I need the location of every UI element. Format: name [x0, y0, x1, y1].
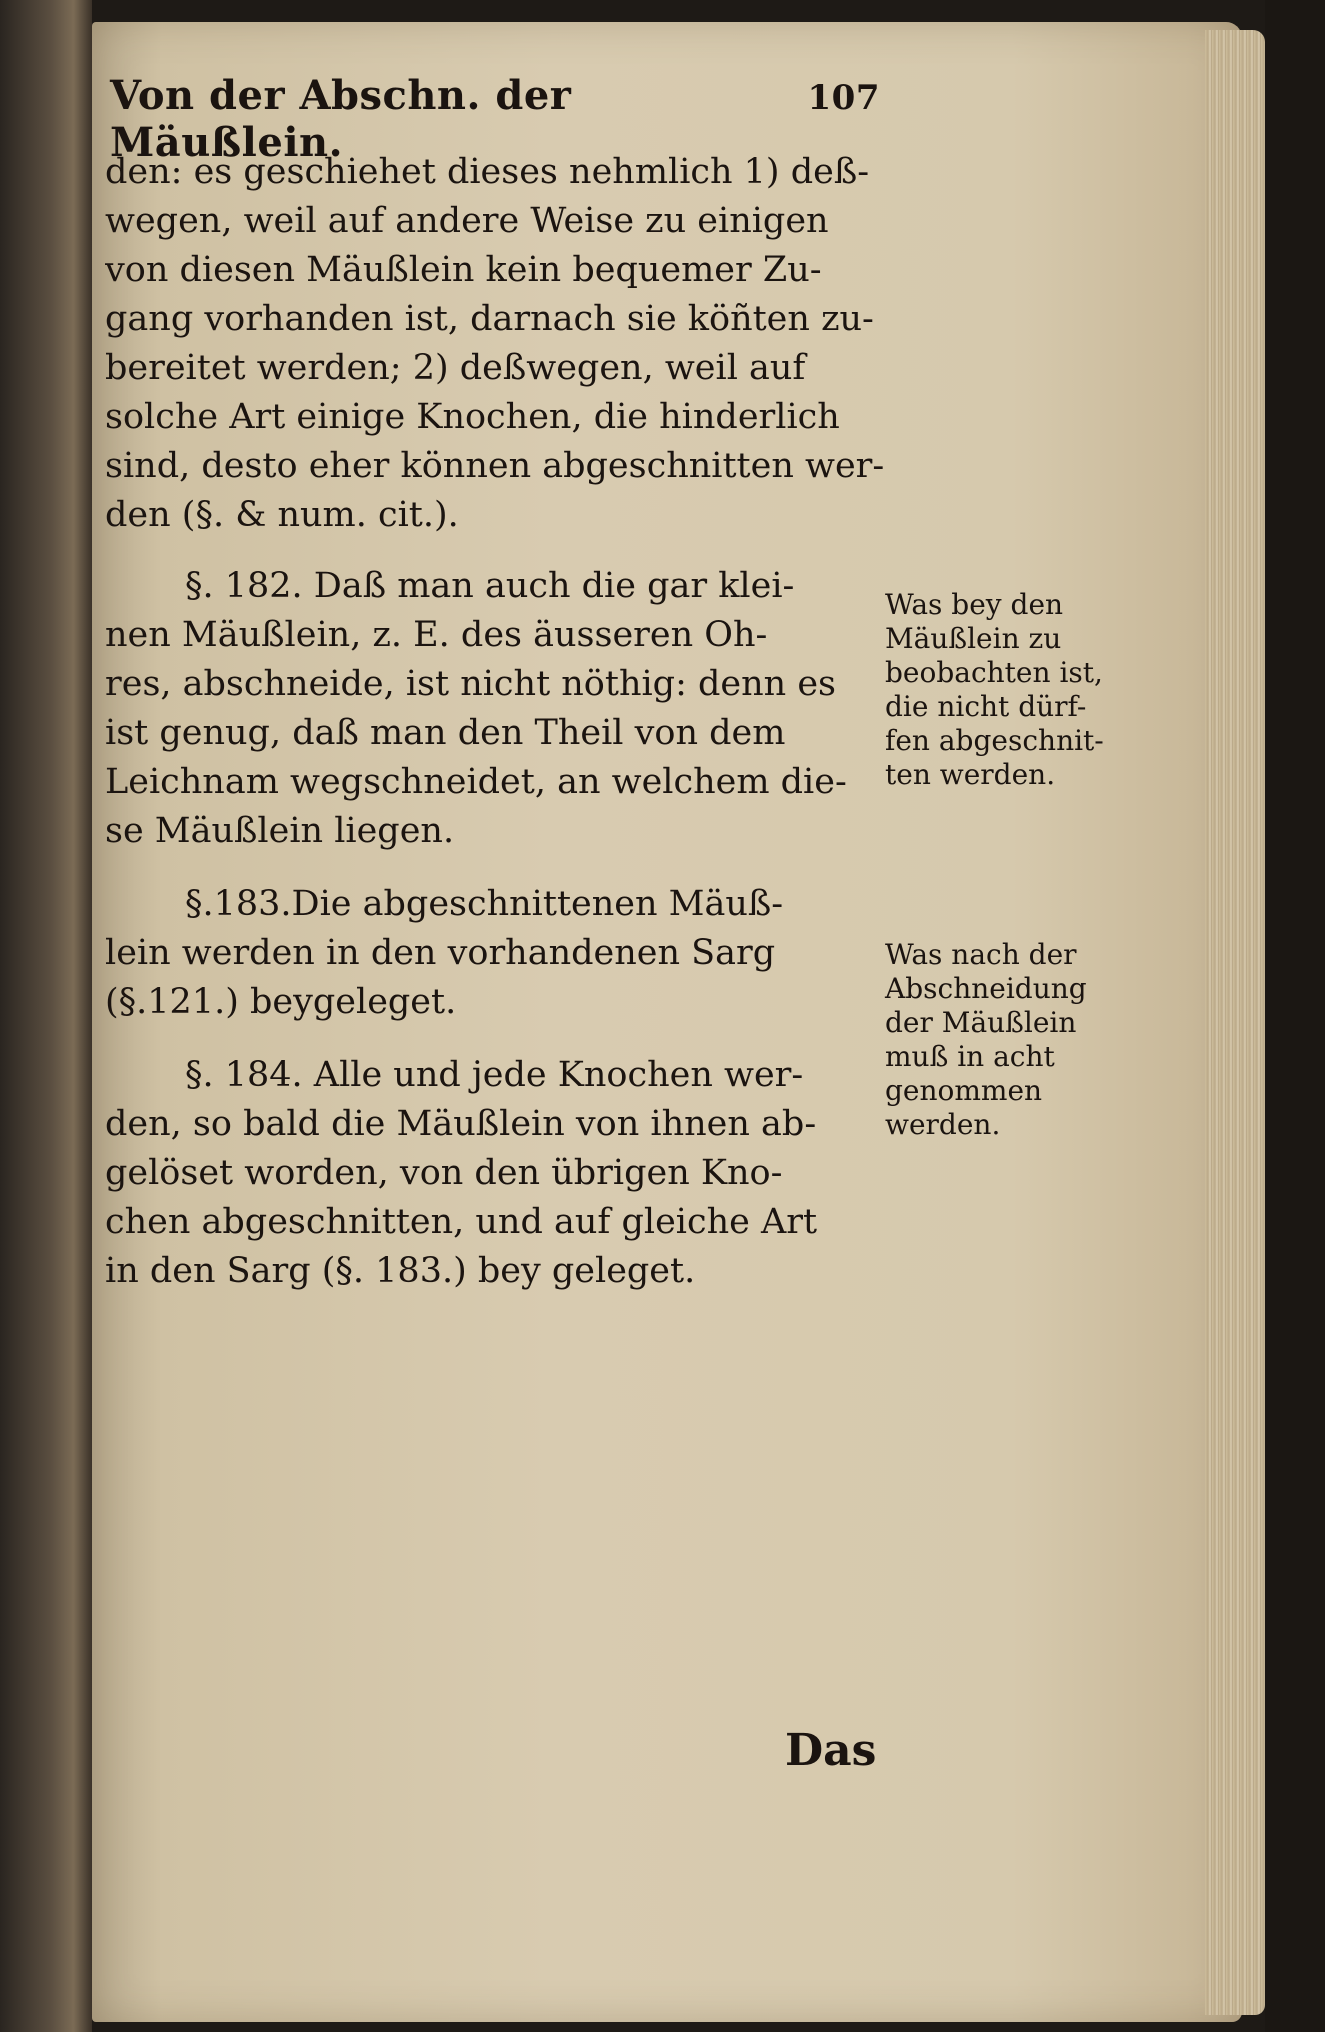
text-line: ist genug, daß man den Theil von dem — [105, 713, 786, 753]
marginal-notes — [885, 0, 1125, 2032]
text-line: nen Mäußlein, z. E. des äusseren Oh- — [105, 615, 768, 655]
text-line: den, so bald die Mäußlein von ihnen ab- — [105, 1104, 817, 1144]
paragraph-182 — [105, 562, 885, 856]
note-line: der Mäußlein — [885, 1006, 1077, 1039]
note-line: genommen — [885, 1074, 1043, 1107]
note-line: werden. — [885, 1108, 1001, 1141]
note-line: Was nach der — [885, 938, 1077, 971]
page-number: 107 — [807, 78, 880, 118]
text-line: §. 184. Alle und jede Knochen wer- — [185, 1055, 804, 1095]
text-line: res, abschneide, ist nicht nöthig: denn es — [105, 664, 837, 704]
note-line: ten werden. — [885, 758, 1056, 791]
text-line: solche Art einige Knochen, die hinderlich — [105, 397, 840, 437]
main-text — [105, 148, 885, 1296]
text-line: gang vorhanden ist, darnach sie köñten zu- — [105, 299, 874, 339]
text-line: Leichnam wegschneidet, an welchem die- — [105, 762, 847, 802]
marginal-note — [885, 588, 1120, 792]
note-line: beobachten ist, — [885, 656, 1103, 689]
note-line: Mäußlein zu — [885, 622, 1062, 655]
text-line: den (§. & num. cit.). — [105, 495, 459, 535]
text-line: lein werden in den vorhandenen Sarg — [105, 933, 776, 973]
note-line: Abschneidung — [885, 972, 1087, 1005]
text-line: sind, desto eher können abgeschnitten wer- — [105, 446, 885, 486]
marginal-note — [885, 938, 1120, 1142]
text-line: in den Sarg (§. 183.) bey geleget. — [105, 1251, 696, 1291]
paragraph-183 — [105, 880, 885, 1027]
text-line: von diesen Mäußlein kein bequemer Zu- — [105, 250, 822, 290]
note-line: fen abgeschnit- — [885, 724, 1104, 757]
text-line: chen abgeschnitten, und auf gleiche Art — [105, 1202, 818, 1242]
text-line: §.183.Die abgeschnittenen Mäuß- — [185, 884, 784, 924]
note-line: muß in acht — [885, 1040, 1055, 1073]
text-line: se Mäußlein liegen. — [105, 811, 455, 851]
text-line: bereitet werden; 2) deßwegen, weil auf — [105, 348, 806, 388]
text-line: den: es geschiehet dieses nehmlich 1) deß- — [105, 152, 870, 192]
text-line: §. 182. Daß man auch die gar klei- — [185, 566, 795, 606]
catchword: Das — [785, 1725, 877, 1776]
text-line: gelöset worden, von den übrigen Kno- — [105, 1153, 783, 1193]
text-line: wegen, weil auf andere Weise zu einigen — [105, 201, 829, 241]
running-head-title: Von der Abschn. der Mäußlein. — [110, 72, 572, 166]
text-line: (§.121.) beygeleget. — [105, 982, 457, 1022]
paragraph-continued — [105, 148, 885, 540]
paragraph-184 — [105, 1051, 885, 1296]
note-line: Was bey den — [885, 588, 1064, 621]
running-head — [110, 72, 880, 166]
note-line: die nicht dürf- — [885, 690, 1087, 723]
